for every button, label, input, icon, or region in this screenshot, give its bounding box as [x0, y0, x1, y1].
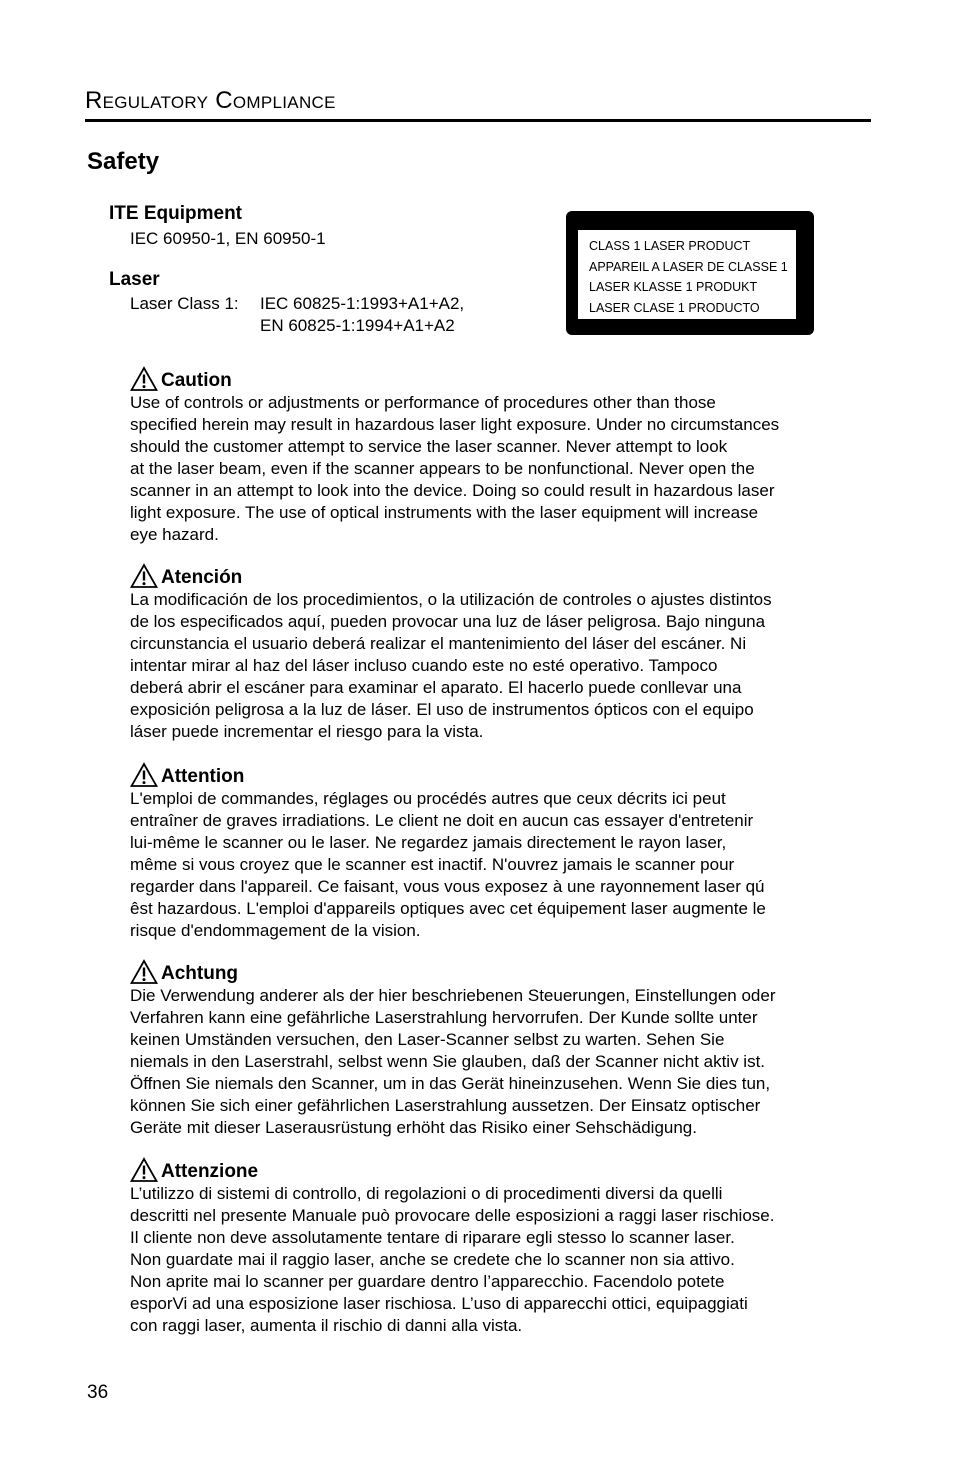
warning-title: Attenzione	[161, 1161, 259, 1182]
warning-text-line: L’utilizzo di sistemi di controllo, di regolazioni o di procedimenti diversi da quelli	[130, 1184, 723, 1203]
warning-text-line: Il cliente non deve assolutamente tentare di riparare egli stesso lo scanner laser.	[130, 1228, 735, 1247]
warning-text-line: exposición peligrosa a la luz de láser. El uso de instrumentos ópticos con el equipo	[130, 700, 754, 719]
warning-header	[130, 760, 875, 788]
warning-text-line: intentar mirar al haz del láser incluso cuando este no esté operativo. Tampoco	[130, 656, 718, 675]
warning-text-line: êst hazardous. L'emploi d'appareils optiques avec cet équipement laser augmente le	[130, 899, 766, 918]
warning-text-line: entraîner de graves irradiations. Le client ne doit en aucun cas essayer d'entretenir	[130, 811, 754, 830]
page-number: 36	[87, 1382, 109, 1403]
laser-label-line: LASER CLASE 1 PRODUCTO	[589, 300, 760, 315]
page-header	[85, 86, 871, 122]
warning-block	[130, 760, 875, 942]
warning-text-line: con raggi laser, aumenta il rischio di danni alla vista.	[130, 1316, 523, 1335]
warning-triangle-icon	[130, 959, 158, 985]
warning-text-line: circunstancia el usuario deberá realizar el mantenimiento del láser del escáner. Ni	[130, 634, 747, 653]
warning-block	[130, 957, 875, 1139]
warning-text-line: light exposure. The use of optical instruments with the laser equipment will increase	[130, 503, 759, 522]
warning-title: Attention	[161, 766, 245, 787]
laser-label-line: APPAREIL A LASER DE CLASSE 1	[589, 259, 788, 274]
warning-text-line: können Sie sich einer gefährlichen Laserstrahlung aussetzen. Der Einsatz optischer	[130, 1096, 761, 1115]
warning-header	[130, 957, 875, 985]
ite-equipment-standards: IEC 60950-1, EN 60950-1	[130, 229, 326, 248]
laser-label-line: LASER KLASSE 1 PRODUKT	[589, 280, 758, 294]
ite-equipment-heading: ITE Equipment	[109, 203, 242, 224]
warning-triangle-icon	[130, 762, 158, 788]
warning-text-line: Geräte mit dieser Laserausrüstung erhöht das Risiko einer Sehschädigung.	[130, 1118, 697, 1137]
warning-block	[130, 1155, 875, 1337]
laser-class-label: Laser Class 1:	[130, 294, 239, 313]
warning-text-line: keinen Umständen versuchen, den Laser-Scanner selbst zu warten. Sehen Sie	[130, 1030, 725, 1049]
warning-text-line: de los especificados aquí, pueden provocar una luz de láser peligrosa. Bajo ninguna	[130, 612, 766, 631]
warning-header	[130, 561, 875, 589]
warning-triangle-icon	[130, 1157, 158, 1183]
warning-text-line: La modificación de los procedimientos, o la utilización de controles o ajustes distintos	[130, 590, 772, 609]
warning-title: Caution	[161, 370, 232, 391]
warning-text-line: Non guardate mai il raggio laser, anche se credete che lo scanner non sia attivo.	[130, 1250, 735, 1269]
warning-text-line: scanner in an attempt to look into the device. Doing so could result in hazardous laser	[130, 481, 775, 500]
warning-text-line: L'emploi de commandes, réglages ou procédés autres que ceux décrits ici peut	[130, 789, 726, 808]
warning-text-line: eye hazard.	[130, 525, 219, 544]
warning-title: Achtung	[161, 963, 239, 984]
warning-text-line: Verfahren kann eine gefährliche Laserstrahlung hervorrufen. Der Kunde sollte unter	[130, 1008, 758, 1027]
warning-text-line: Non aprite mai lo scanner per guardare dentro l’apparecchio. Facendolo potete	[130, 1272, 725, 1291]
laser-standard-2: EN 60825-1:1994+A1+A2	[260, 316, 455, 335]
warning-text-line: descritti nel presente Manuale può provocare delle esposizioni a raggi laser rischiose.	[130, 1206, 775, 1225]
warning-triangle-icon	[130, 563, 158, 589]
warning-header	[130, 364, 875, 392]
warning-text-line: at the laser beam, even if the scanner appears to be nonfunctional. Never open the	[130, 459, 755, 478]
warning-text-line: Die Verwendung anderer als der hier beschriebenen Steuerungen, Einstellungen oder	[130, 986, 776, 1005]
warning-text-line: should the customer attempt to service the laser scanner. Never attempt to look	[130, 437, 728, 456]
warning-text-line: Öffnen Sie niemals den Scanner, um in das Gerät hineinzusehen. Wenn Sie dies tun,	[130, 1074, 771, 1093]
laser-class-label-sticker	[566, 211, 814, 335]
warning-text-line: lui-même le scanner ou le laser. Ne regardez jamais directement le rayon laser,	[130, 833, 727, 852]
warning-text-line: niemals in den Laserstrahl, selbst wenn Sie glauben, daß der Scanner nicht aktiv ist.	[130, 1052, 766, 1071]
warning-text-line: deberá abrir el escáner para examinar el aparato. El hacerlo puede conllevar una	[130, 678, 742, 697]
warning-text-line: láser puede incrementar el riesgo para la vista.	[130, 722, 484, 741]
warning-block	[130, 561, 875, 743]
laser-heading: Laser	[109, 269, 160, 290]
laser-standard-1: IEC 60825-1:1993+A1+A2,	[260, 294, 465, 313]
laser-label-line: CLASS 1 LASER PRODUCT	[589, 239, 751, 253]
warning-triangle-icon	[130, 366, 158, 392]
section-title: Safety	[87, 148, 160, 175]
warning-title: Atención	[161, 567, 243, 588]
warning-text-line: Use of controls or adjustments or performance of procedures other than those	[130, 393, 716, 412]
warning-text-line: même si vous croyez que le scanner est inactif. N'ouvrez jamais le scanner pour	[130, 855, 735, 874]
laser-label-inner	[578, 230, 796, 319]
warning-text-line: risque d'endommagement de la vision.	[130, 921, 421, 940]
warning-text-line: esporVi ad una esposizione laser rischiosa. L’uso di apparecchi ottici, equipaggiati	[130, 1294, 748, 1313]
warning-header	[130, 1155, 875, 1183]
warning-block	[130, 364, 875, 546]
warning-text-line: regarder dans l'appareil. Ce faisant, vous vous exposez à une rayonnement laser qú	[130, 877, 765, 896]
warning-text-line: specified herein may result in hazardous laser light exposure. Under no circumstances	[130, 415, 780, 434]
header-title: Regulatory Compliance	[85, 87, 336, 114]
